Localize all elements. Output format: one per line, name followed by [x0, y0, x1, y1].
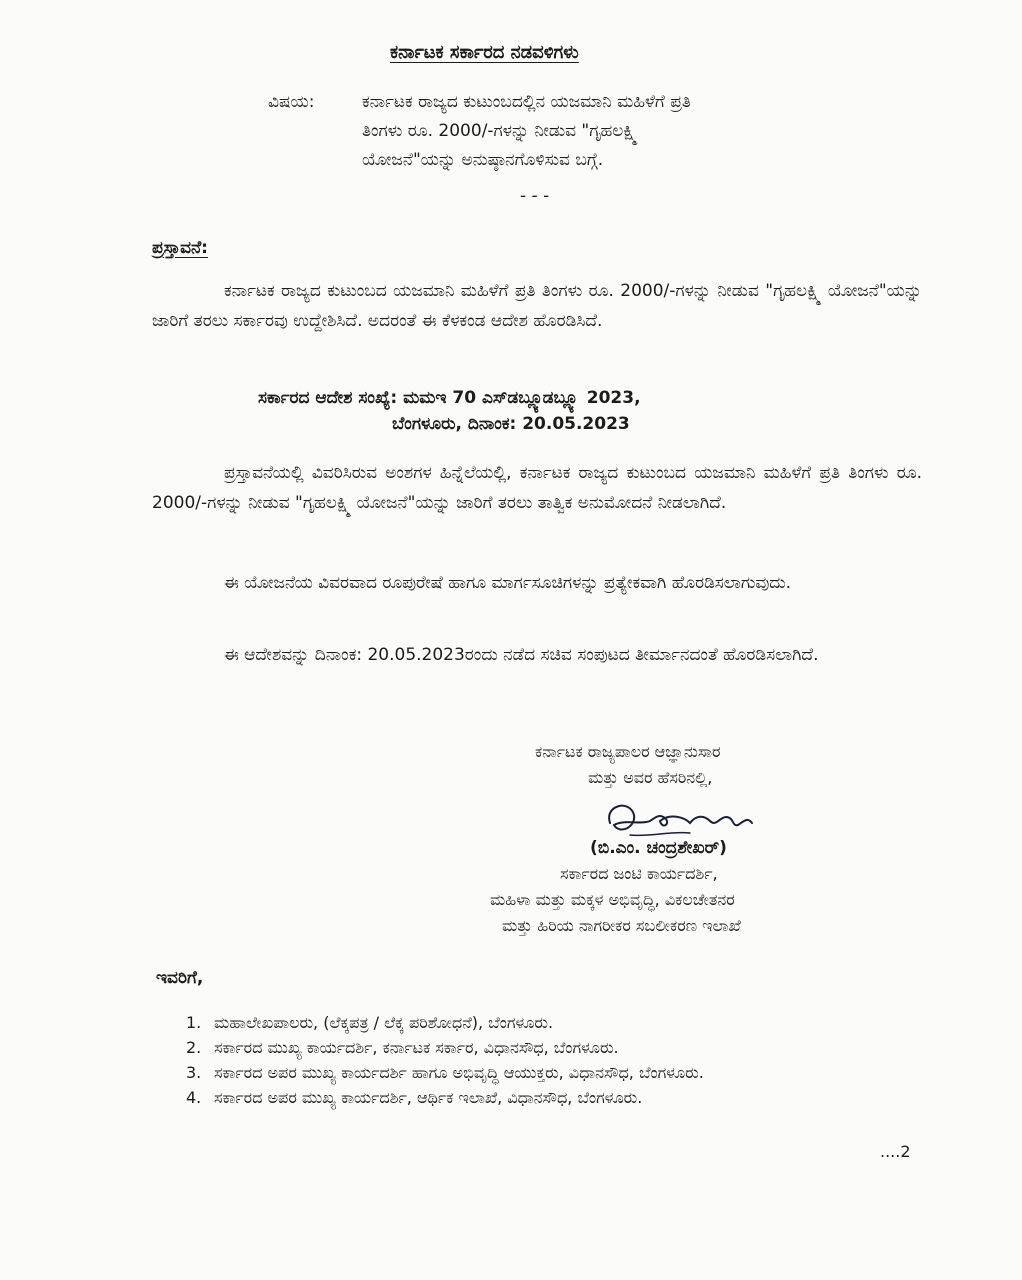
designation-line-3: ಮತ್ತು ಹಿರಿಯ ನಾಗರೀಕರ ಸಬಲೀಕರಣ ಇಲಾಖೆ	[502, 916, 741, 935]
preamble-text: ಕರ್ನಾಟಕ ರಾಜ್ಯದ ಕುಟುಂಬದ ಯಜಮಾನಿ ಮಹಿಳೆಗೆ ಪ್ರತಿ ತಿಂಗಳು ರೂ. 2000/-ಗಳನ್ನು ನೀಡುವ "ಗೃಹಲಕ್ಷ್ಮಿ ಯೋಜನೆ"ಯನ್ನು ಜಾರಿಗೆ ತರಲು ಸರ್ಕಾರವು ಉದ್ದೇಶಿಸಿದೆ. ಅದರಂತೆ ಈ ಕೆಳಕಂಡ ಆದೇಶ ಹೊರಡಿಸಿದೆ.	[152, 281, 922, 331]
list-item: 4. ಸರ್ಕಾರದ ಅಪರ ಮುಖ್ಯ ಕಾರ್ಯದರ್ಶಿ, ಆರ್ಥಿಕ ಇಲಾಖೆ, ವಿಧಾನಸೌಧ, ಬೆಂಗಳೂರು.	[186, 1088, 643, 1107]
separator: - - -	[520, 186, 550, 206]
subject-label: ವಿಷಯ:	[268, 92, 315, 112]
authority-line-1: ಕರ್ನಾಟಕ ರಾಜ್ಯಪಾಲರ ಆಜ್ಞಾನುಸಾರ	[535, 742, 721, 761]
signatory-name: (ಬಿ.ಎಂ. ಚಂದ್ರಶೇಖರ್)	[590, 838, 727, 858]
subject-line-1: ಕರ್ನಾಟಕ ರಾಜ್ಯದ ಕುಟುಂಬದಲ್ಲಿನ ಯಜಮಾನಿ ಮಹಿಳೆಗೆ ಪ್ರತಿ	[362, 92, 691, 112]
page-marker: ....2	[880, 1142, 911, 1161]
subject-line-2: ತಿಂಗಳು ರೂ. 2000/-ಗಳನ್ನು ನೀಡುವ "ಗೃಹಲಕ್ಷ್ಮಿ	[362, 121, 638, 141]
authority-line-2: ಮತ್ತು ಅವರ ಹೆಸರಿನಲ್ಲಿ,	[588, 768, 713, 787]
list-item: 2. ಸರ್ಕಾರದ ಮುಖ್ಯ ಕಾರ್ಯದರ್ಶಿ, ಕರ್ನಾಟಕ ಸರ್ಕಾರ, ವಿಧಾನಸೌಧ, ಬೆಂಗಳೂರು.	[186, 1038, 619, 1057]
recipients-list	[186, 1010, 886, 1110]
body-paragraph-1: ಪ್ರಸ್ತಾವನೆಯಲ್ಲಿ ವಿವರಿಸಿರುವ ಅಂಶಗಳ ಹಿನ್ನೆಲೆಯಲ್ಲಿ, ಕರ್ನಾಟಕ ರಾಜ್ಯದ ಕುಟುಂಬದ ಯಜಮಾನಿ ಮಹಿಳೆಗೆ ಪ್ರತಿ ತಿಂಗಳು ರೂ. 2000/-ಗಳನ್ನು ನೀಡುವ "ಗೃಹಲಕ್ಷ್ಮಿ ಯೋಜನೆ"ಯನ್ನು ಜಾರಿಗೆ ತರಲು ತಾತ್ವಿಕ ಅನುಮೋದನೆ ನೀಡಲಾಗಿದೆ.	[152, 463, 922, 513]
document-title: ಕರ್ನಾಟಕ ಸರ್ಕಾರದ ನಡವಳಿಗಳು	[390, 42, 579, 63]
preamble-heading: ಪ್ರಸ್ತಾವನೆ:	[152, 238, 208, 258]
body-paragraph-2: ಈ ಯೋಜನೆಯ ವಿವರವಾದ ರೂಪುರೇಷೆ ಹಾಗೂ ಮಾರ್ಗಸೂಚಿಗಳನ್ನು ಪ್ರತ್ಯೇಕವಾಗಿ ಹೊರಡಿಸಲಾಗುವುದು.	[224, 573, 792, 593]
recipients-heading: ಇವರಿಗೆ,	[156, 968, 204, 988]
designation-line-2: ಮಹಿಳಾ ಮತ್ತು ಮಕ್ಕಳ ಅಭಿವೃದ್ಧಿ, ವಿಕಲಚೇತನರ	[490, 890, 735, 909]
body-paragraph-3: ಈ ಆದೇಶವನ್ನು ದಿನಾಂಕ: 20.05.2023ರಂದು ನಡೆದ ಸಚಿವ ಸಂಪುಟದ ತೀರ್ಮಾನದಂತೆ ಹೊರಡಿಸಲಾಗಿದೆ.	[224, 645, 819, 665]
order-date: ಬೆಂಗಳೂರು, ದಿನಾಂಕ: 20.05.2023	[392, 414, 630, 434]
subject-line-3: ಯೋಜನೆ"ಯನ್ನು ಅನುಷ್ಠಾನಗೊಳಿಸುವ ಬಗ್ಗೆ.	[362, 150, 604, 170]
designation-line-1: ಸರ್ಕಾರದ ಜಂಟಿ ಕಾರ್ಯದರ್ಶಿ,	[560, 864, 718, 883]
order-number: ಸರ್ಕಾರದ ಆದೇಶ ಸಂಖ್ಯೆ: ಮಮಇ 70 ಎಸ್‌ಡಬ್ಲ್ಯೂಡಬ್ಲ್ಯೂ 2023,	[258, 388, 641, 408]
list-item: 3. ಸರ್ಕಾರದ ಅಪರ ಮುಖ್ಯ ಕಾರ್ಯದರ್ಶಿ ಹಾಗೂ ಅಭಿವೃದ್ಧಿ ಆಯುಕ್ತರು, ವಿಧಾನಸೌಧ, ಬೆಂಗಳೂರು.	[186, 1063, 704, 1082]
list-item: 1. ಮಹಾಲೇಖಪಾಲರು, (ಲೆಕ್ಕಪತ್ರ / ಲೆಕ್ಕ ಪರಿಶೋಧನೆ), ಬೆಂಗಳೂರು.	[186, 1013, 554, 1032]
